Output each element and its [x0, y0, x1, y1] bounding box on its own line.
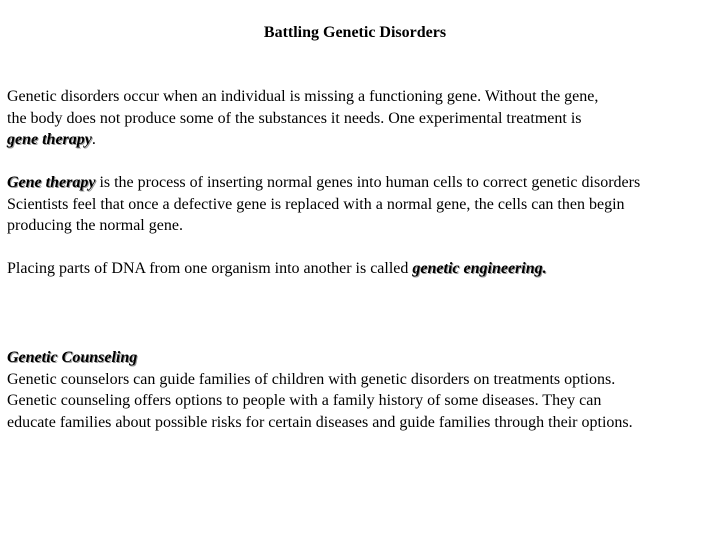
- gene-therapy-heading-term: Gene therapy: [7, 174, 96, 191]
- engineering-paragraph: [7, 258, 547, 280]
- page-title: Battling Genetic Disorders: [263, 24, 447, 41]
- engineering-line: [7, 258, 547, 280]
- gene-therapy-line-3: producing the normal gene.: [7, 217, 183, 234]
- counseling-line-1: Genetic counselors can guide families of children with genetic disorders on treatments options.: [7, 370, 616, 388]
- counseling-section: [7, 347, 633, 433]
- intro-paragraph: [7, 86, 598, 151]
- gene-therapy-paragraph: [7, 172, 640, 237]
- genetic-engineering-term: genetic engineering: [412, 260, 543, 277]
- counseling-line-3: educate families about possible risks for certain diseases and guide families through their options.: [7, 413, 633, 431]
- intro-line-1: Genetic disorders occur when an individual is missing a functioning gene. Without the gene,: [7, 88, 599, 105]
- engineering-term-suffix: .: [542, 260, 547, 277]
- counseling-line-2: Genetic counseling offers options to people with a family history of some diseases. They can: [7, 392, 602, 409]
- intro-line-2: the body does not produce some of the substances it needs. One experimental treatment is: [7, 109, 582, 127]
- gene-therapy-line-1: [7, 172, 640, 194]
- counseling-heading: Genetic Counseling: [7, 349, 138, 366]
- intro-term-suffix: .: [91, 131, 96, 148]
- gene-therapy-line-2: Scientists feel that once a defective gene is replaced with a normal gene, the cells can then begin: [7, 195, 625, 213]
- gene-therapy-term: gene therapy: [7, 131, 92, 148]
- gene-therapy-line-1-text: is the process of inserting normal genes into human cells to correct genetic disorders: [95, 174, 641, 191]
- intro-line-3: [7, 129, 598, 151]
- engineering-text: Placing parts of DNA from one organism into another is called: [7, 260, 413, 277]
